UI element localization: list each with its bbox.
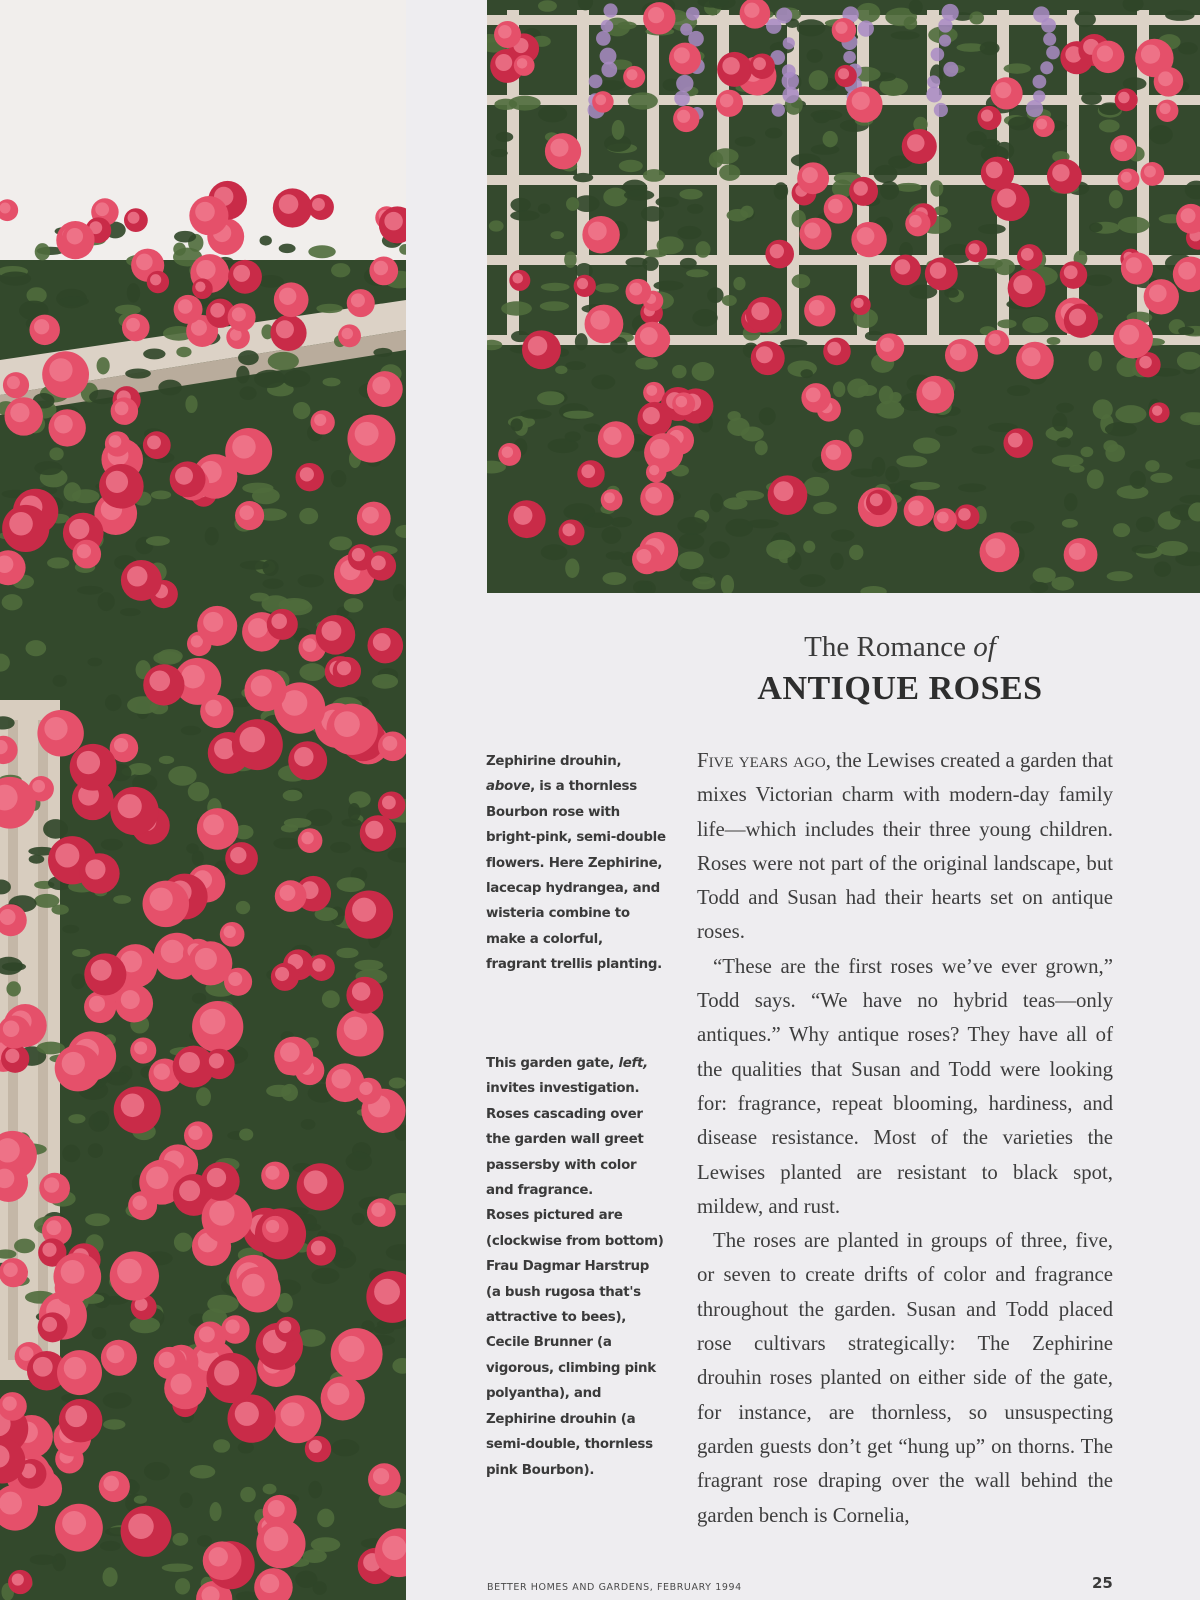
article-title <box>700 632 1100 707</box>
page-number: 25 <box>1092 1574 1113 1592</box>
paragraph-1: Five years ago, the Lewises created a garden that mixes Victorian charm with modern-day family life—which includes their three young children. Roses were not part of the original landscape, but Todd and Susan had their hearts set on antique roses. <box>697 749 1114 944</box>
paragraph-3: The roses are planted in groups of three, five, or seven to create drifts of color and fragrance throughout the garden. Susan and Todd placed rose cultivars strategically: The Zephirine drouhin roses planted on either side of the gate, for instance, are thornless, so unsuspecting garden guests don’t get “hung up” on thorns. The fragrant rose draping over the wall behind the garden bench is Cornelia, <box>697 1229 1113 1527</box>
photo-garden-gate-roses <box>0 0 406 1600</box>
garden-gate-illustration <box>0 0 406 1600</box>
caption-trellis: Zephirine drouhin, above, is a thornless Bourbon rose with bright-pink, semi-double flowers. Here Zephirine, lacecap hydrangea, and wisteria combine to make a colorful, fragrant trellis planting. <box>486 754 666 973</box>
publication-footer: BETTER HOMES AND GARDENS, FEBRUARY 1994 <box>487 1582 742 1593</box>
photo-trellis-roses <box>487 0 1200 593</box>
caption-garden-gate: This garden gate, left, invites investigation. Roses cascading over the garden wall greet passersby with color and fragrance. Roses pictured are (clockwise from bottom) Frau Dagmar Harstrup (a bush rugosa that's attractive to bees), Cecile Brunner (a vigorous, climbing pink polyantha), and Zephirine drouhin (a semi-double, thornless pink Bourbon). <box>486 1051 666 1483</box>
title-line-1: The Romance of <box>804 631 996 663</box>
title-line-2: ANTIQUE ROSES <box>757 669 1043 707</box>
trellis-illustration <box>487 0 1200 593</box>
article-body <box>697 744 1113 1533</box>
caption-roses-pictured: Roses pictured are (clockwise from bottom) Frau Dagmar Harstrup (a bush rugosa that's attractive to bees), Cecile Brunner (a vigorous, climbing pink polyantha), and Zephirine drouhin (a semi-double, thornless pink Bourbon). <box>486 1208 664 1478</box>
paragraph-2: “These are the first roses we’ve ever grown,” Todd says. “We have no hybrid teas—only antiques.” Why antique roses? They have all of the qualities that Susan and Todd were looking for: fragrance, repeat blooming, hardiness, and disease resistance. Most of the varieties the Lewises planted are resistant to black spot, mildew, and rust. <box>697 954 1113 1218</box>
lead-in: Five years ago, <box>697 749 831 772</box>
